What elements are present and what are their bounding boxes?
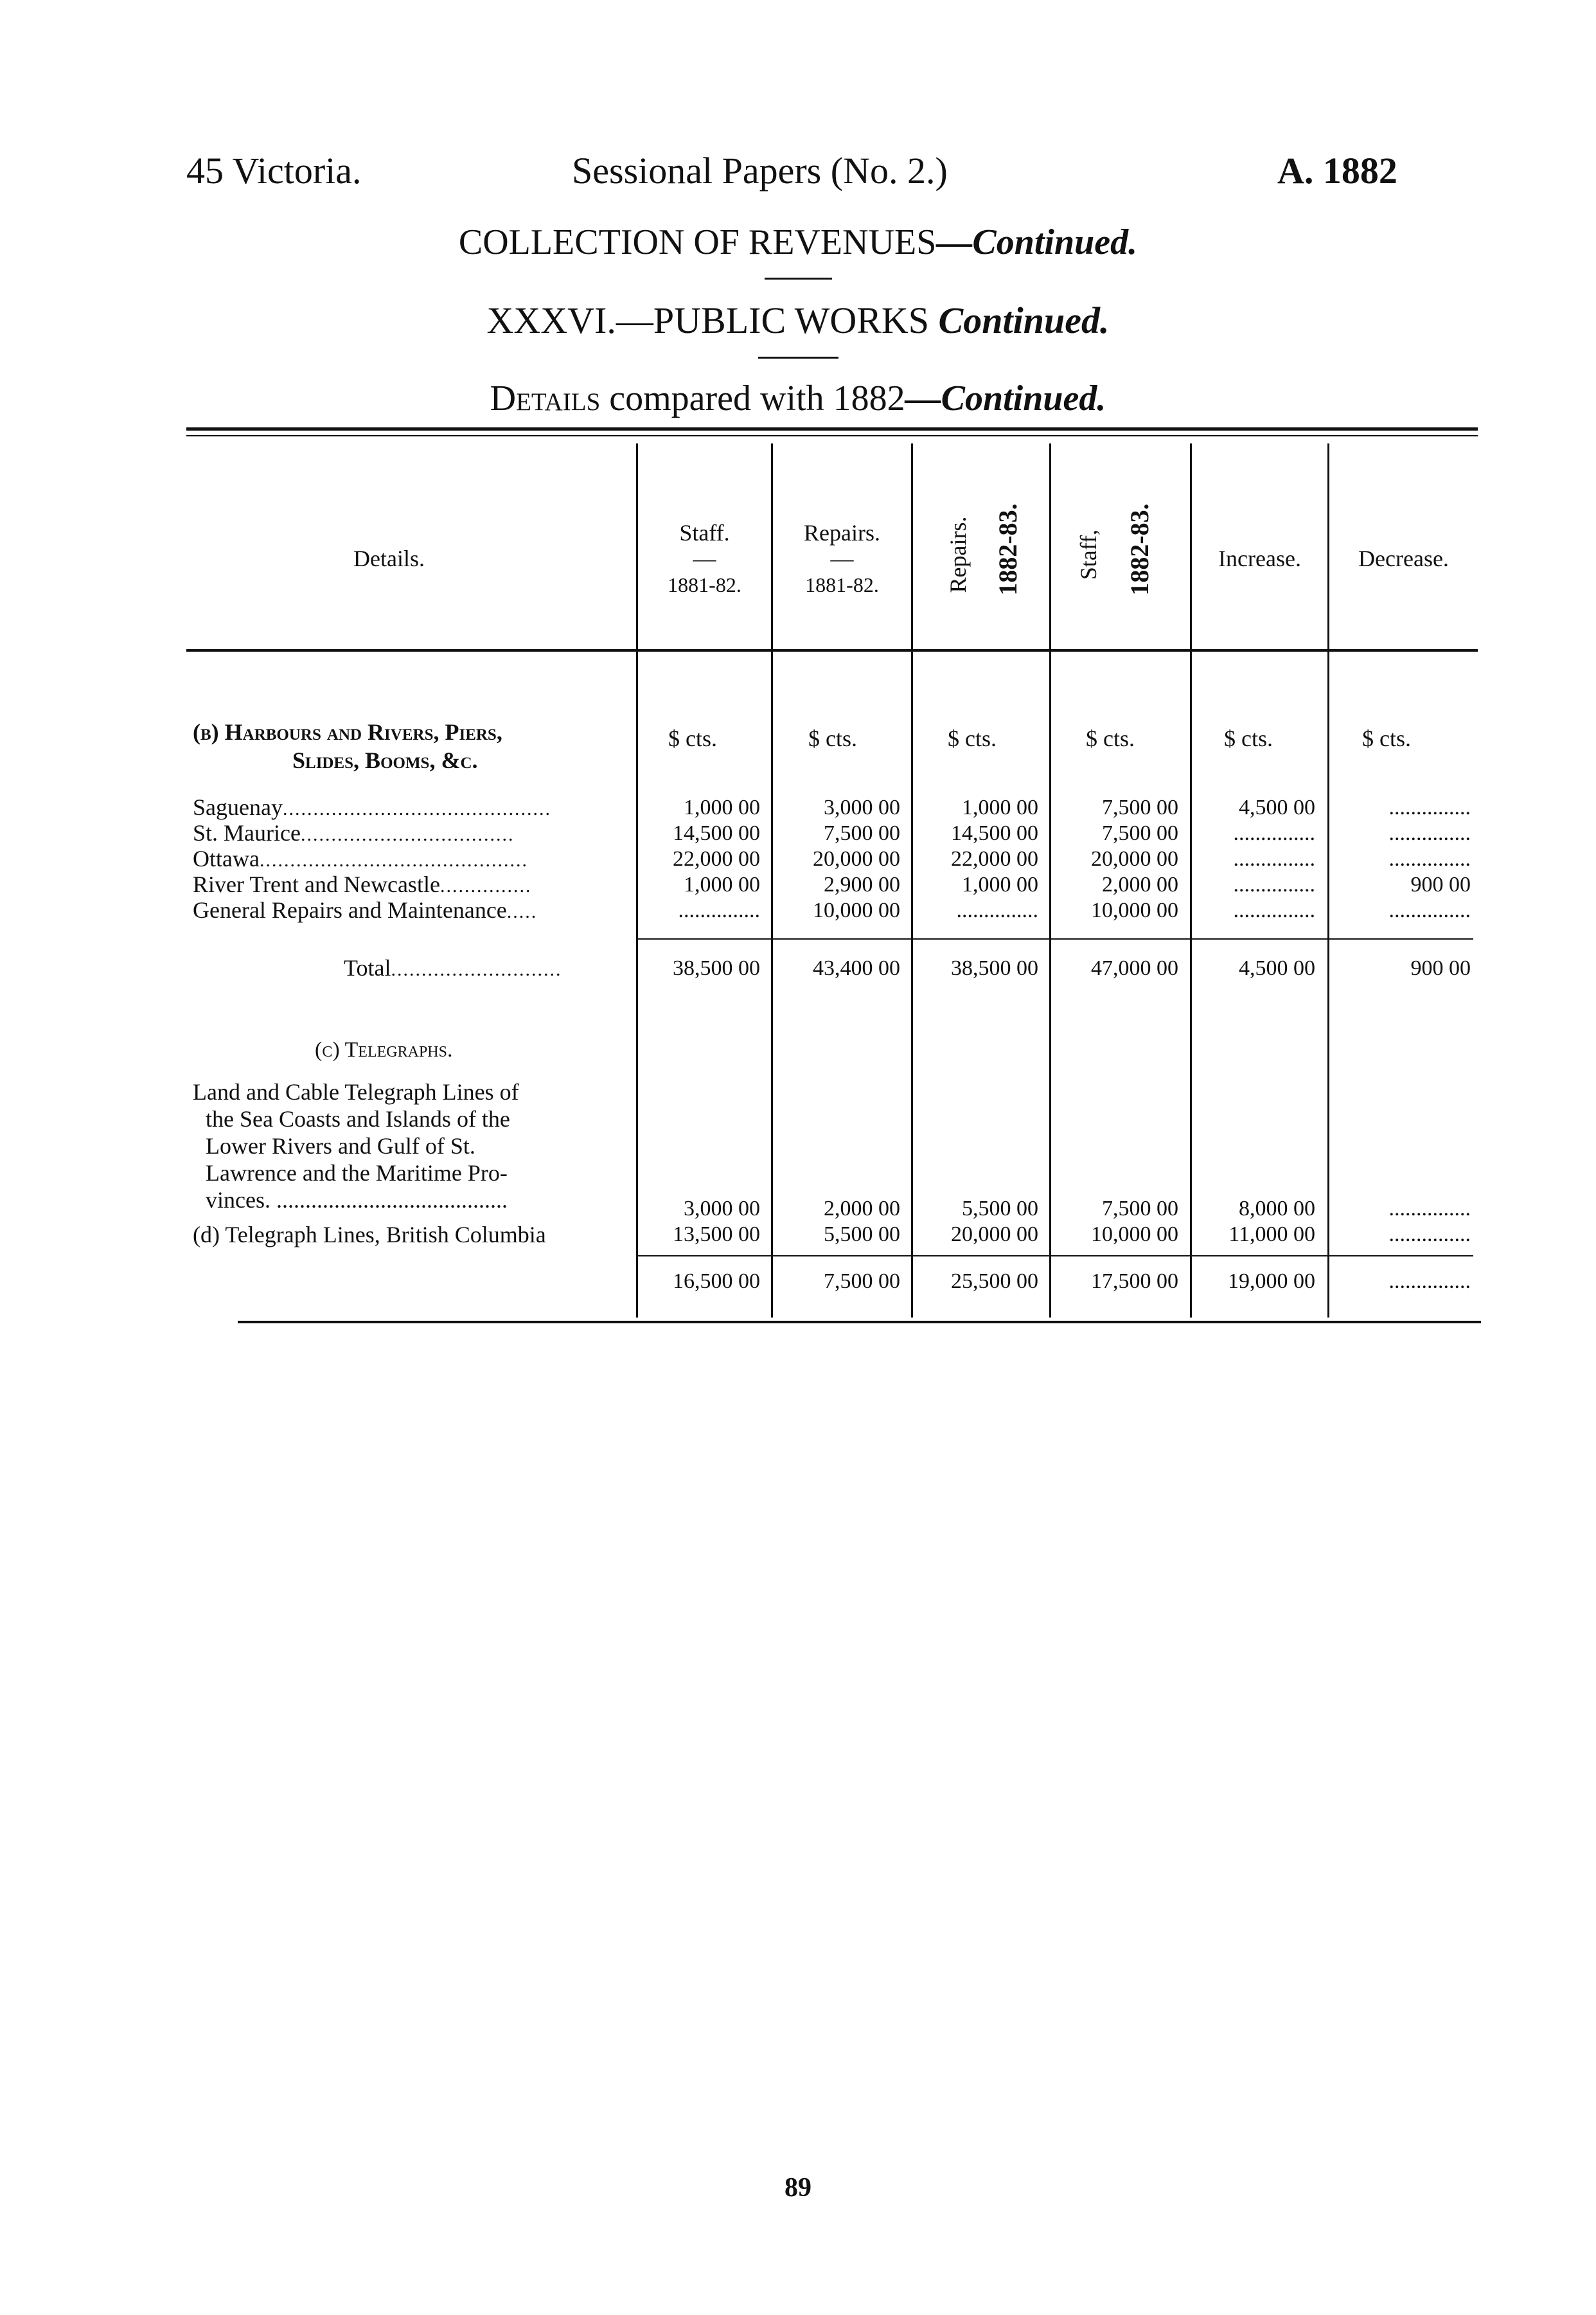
cell-repairs-1882: ............... xyxy=(956,898,1038,922)
cell-increase: ............... xyxy=(1233,821,1315,845)
cell-repairs-1881: 10,000 00 xyxy=(813,898,900,922)
cell-decrease: ............... xyxy=(1388,1222,1471,1246)
title-details-prefix: Details xyxy=(490,379,601,418)
column-header-staff-1882-year: 1882-83. xyxy=(1125,503,1154,596)
total-increase: 19,000 00 xyxy=(1228,1269,1315,1293)
column-header-staff-1882: Staff, xyxy=(1076,529,1101,580)
cell-staff-1881: 1,000 00 xyxy=(684,873,760,897)
row-label: Land and Cable Telegraph Lines of the Sea Coasts and Islands of the Lower Rivers and Gulf of St. Lawrence and the Maritime Pro- vinces. ........................................ xyxy=(193,1079,519,1213)
cell-staff-1881: 1,000 00 xyxy=(684,796,760,819)
title-details-suffix: —Continued. xyxy=(905,379,1106,418)
cell-repairs-1881: 7,500 00 xyxy=(824,821,900,845)
cell-increase: 4,500 00 xyxy=(1239,796,1315,819)
column-header-details: Details. xyxy=(353,546,425,571)
cell-staff-1882: 20,000 00 xyxy=(1091,847,1178,871)
row-label: River Trent and Newcastle............... xyxy=(193,871,532,897)
column-header-staff-1881: Staff. xyxy=(679,520,730,546)
cell-repairs-1882: 5,500 00 xyxy=(962,1197,1038,1220)
cell-repairs-1881: 2,900 00 xyxy=(824,873,900,897)
cell-repairs-1881: 3,000 00 xyxy=(824,796,900,819)
row-label: St. Maurice................................... xyxy=(193,820,515,846)
cell-staff-1882: 7,500 00 xyxy=(1102,1197,1178,1220)
column-header-repairs-1881-dash: — xyxy=(830,546,854,571)
unit-label: $ cts. xyxy=(948,726,997,751)
cell-staff-1881: 22,000 00 xyxy=(673,847,760,871)
cell-increase: ............... xyxy=(1233,898,1315,922)
column-header-decrease: Decrease. xyxy=(1358,546,1449,571)
column-header-repairs-1882-year: 1882-83. xyxy=(993,503,1022,596)
unit-label: $ cts. xyxy=(1224,726,1273,751)
total-staff-1881: 38,500 00 xyxy=(673,956,760,980)
total-staff-1882: 47,000 00 xyxy=(1091,956,1178,980)
title-section xyxy=(0,299,1596,342)
row-label: General Repairs and Maintenance..... xyxy=(193,897,538,923)
total-decrease: ............... xyxy=(1388,1269,1471,1293)
cell-decrease: ............... xyxy=(1388,898,1471,922)
cell-decrease: ............... xyxy=(1388,796,1471,819)
total-increase: 4,500 00 xyxy=(1239,956,1315,980)
title-divider-2 xyxy=(758,357,838,359)
row-label: Ottawa............................................ xyxy=(193,846,528,871)
title-details-mid: compared with 1882 xyxy=(600,379,905,418)
total-repairs-1882: 25,500 00 xyxy=(951,1269,1038,1293)
column-header-staff-1881-dash: — xyxy=(693,546,716,571)
title-details xyxy=(0,378,1596,419)
title-collection-suffix: —Continued. xyxy=(936,222,1138,262)
cell-repairs-1881: 5,500 00 xyxy=(824,1222,900,1246)
cell-staff-1882: 7,500 00 xyxy=(1102,796,1178,819)
column-header-repairs-1881: Repairs. xyxy=(804,520,880,546)
cell-increase: 11,000 00 xyxy=(1228,1222,1315,1246)
cell-staff-1881: 13,500 00 xyxy=(673,1222,760,1246)
cell-repairs-1882: 22,000 00 xyxy=(951,847,1038,871)
total-repairs-1882: 38,500 00 xyxy=(951,956,1038,980)
column-header-increase: Increase. xyxy=(1218,546,1301,571)
unit-label: $ cts. xyxy=(668,726,717,751)
cell-staff-1882: 2,000 00 xyxy=(1102,873,1178,897)
cell-repairs-1881: 20,000 00 xyxy=(813,847,900,871)
table-bottom-rule xyxy=(238,1321,1481,1323)
section-c-heading: (c) Telegraphs. xyxy=(315,1038,453,1062)
header-bottom-rule xyxy=(186,649,1478,652)
column-header-staff-1881-year: 1881-82. xyxy=(668,573,741,596)
title-collection-main: COLLECTION OF REVENUES xyxy=(458,222,937,262)
row-label: (d) Telegraph Lines, British Columbia xyxy=(193,1222,546,1247)
unit-label: $ cts. xyxy=(808,726,857,751)
section-b-heading-2: Slides, Booms, &c. xyxy=(292,747,478,773)
cell-decrease: ............... xyxy=(1388,847,1471,871)
table-top-rule xyxy=(186,427,1478,431)
cell-staff-1881: 14,500 00 xyxy=(673,821,760,845)
unit-label: $ cts. xyxy=(1086,726,1135,751)
cell-repairs-1882: 20,000 00 xyxy=(951,1222,1038,1246)
unit-label: $ cts. xyxy=(1362,726,1411,751)
cell-repairs-1882: 1,000 00 xyxy=(962,873,1038,897)
cell-staff-1882: 7,500 00 xyxy=(1102,821,1178,845)
cell-repairs-1882: 1,000 00 xyxy=(962,796,1038,819)
cell-repairs-1881: 2,000 00 xyxy=(824,1197,900,1220)
section-b-heading: (b) Harbours and Rivers, Piers, xyxy=(193,719,502,745)
header-center: Sessional Papers (No. 2.) xyxy=(572,150,948,192)
total-repairs-1881: 43,400 00 xyxy=(813,956,900,980)
cell-staff-1882: 10,000 00 xyxy=(1091,898,1178,922)
total-decrease: 900 00 xyxy=(1410,956,1471,980)
cell-staff-1881: 3,000 00 xyxy=(684,1197,760,1220)
column-header-repairs-1881-year: 1881-82. xyxy=(805,573,879,596)
row-label: Saguenay............................................ xyxy=(193,794,551,820)
cell-increase: 8,000 00 xyxy=(1239,1197,1315,1220)
header-right: A. 1882 xyxy=(1277,150,1397,192)
total-staff-1882: 17,500 00 xyxy=(1091,1269,1178,1293)
title-section-suffix: Continued. xyxy=(938,299,1110,341)
subtotal-rule xyxy=(638,1255,1473,1256)
table-top-rule-thin xyxy=(186,435,1478,436)
cell-decrease: ............... xyxy=(1388,1197,1471,1220)
cell-decrease: ............... xyxy=(1388,821,1471,845)
title-section-main: XXXVI.—PUBLIC WORKS xyxy=(486,299,930,341)
title-divider-1 xyxy=(765,278,832,280)
total-staff-1881: 16,500 00 xyxy=(673,1269,760,1293)
total-repairs-1881: 7,500 00 xyxy=(824,1269,900,1293)
subtotal-rule xyxy=(638,938,1473,940)
title-collection xyxy=(0,222,1596,263)
cell-increase: ............... xyxy=(1233,847,1315,871)
cell-staff-1882: 10,000 00 xyxy=(1091,1222,1178,1246)
cell-repairs-1882: 14,500 00 xyxy=(951,821,1038,845)
cell-staff-1881: ............... xyxy=(678,898,760,922)
header-left: 45 Victoria. xyxy=(186,150,362,192)
column-header-repairs-1882: Repairs. xyxy=(945,516,971,593)
page-number: 89 xyxy=(785,2173,811,2203)
total-label: Total............................ xyxy=(344,955,562,981)
cell-decrease: 900 00 xyxy=(1410,873,1471,897)
cell-increase: ............... xyxy=(1233,873,1315,897)
